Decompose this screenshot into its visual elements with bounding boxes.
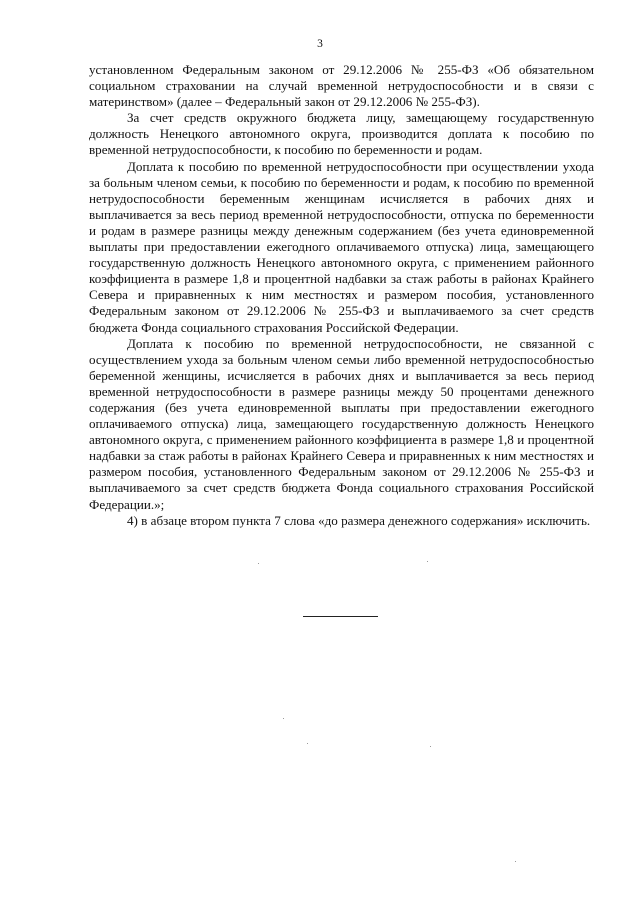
document-body <box>89 62 594 529</box>
paragraph-budget-supplement: За счет средств окружного бюджета лицу, замещающему государственную должность Ненецкого автономного округа, производится доплата к пособию по временной нетрудоспособности, к пособию по беременности и родам. <box>89 110 594 158</box>
scan-speck <box>515 861 516 862</box>
scan-speck <box>430 746 431 747</box>
closing-rule <box>303 616 378 617</box>
paragraph-general-disability-supplement: Доплата к пособию по временной нетрудоспособности, не связанной с осуществлением ухода за больным членом семьи либо временной нетрудоспособностью беременной женщины, исчисляется в рабочих днях и выплачивается за весь период временной нетрудоспособности в размере разницы между 50 процентами денежного содержания (без учета единовременной выплаты при предоставлении ежегодного оплачиваемого отпуска) лица, замещающего государственную должность Ненецкого автономного округа, с применением районного коэффициента в размере 1,8 и процентной надбавки за стаж работы в районах Крайнего Севера и приравненных к ним местностях и размером пособия, установленного Федеральным законом от 29.12.2006 № 255-ФЗ и выплачиваемого за счет средств бюджета Фонда социального страхования Российской Федерации.»; <box>89 335 594 512</box>
page-number: 3 <box>317 38 323 50</box>
paragraph-item-4: 4) в абзаце втором пункта 7 слова «до размера денежного содержания» исключить. <box>127 512 591 528</box>
scan-speck <box>307 743 308 744</box>
paragraph-continuation: установленном Федеральным законом от 29.12.2006 № 255-ФЗ «Об обязательном социальном страховании на случай временной нетрудоспособности и в связи с материнством» (далее – Федеральный закон от 29.12.2006 № 255-ФЗ). <box>89 62 594 110</box>
scan-speck <box>427 561 428 562</box>
paragraph-care-maternity-supplement: Доплата к пособию по временной нетрудоспособности при осуществлении ухода за больным членом семьи, к пособию по беременности и родам, к пособию по временной нетрудоспособности беременным женщинам исчисляется в рабочих днях и выплачивается за весь период временной нетрудоспособности, отпуска по беременности и родам в размере разницы между денежным содержанием (без учета единовременной выплаты при предоставлении ежегодного оплачиваемого отпуска) лица, замещающего государственную должность Ненецкого автономного округа, с применением районного коэффициента в размере 1,8 и процентной надбавки за стаж работы в районах Крайнего Севера и приравненных к ним местностях и размером пособия, установленного Федеральным законом от 29.12.2006 № 255-ФЗ и выплачиваемого за счет средств бюджета Фонда социального страхования Российской Федерации. <box>89 158 594 335</box>
scan-speck <box>283 718 284 719</box>
scan-speck <box>258 563 259 564</box>
